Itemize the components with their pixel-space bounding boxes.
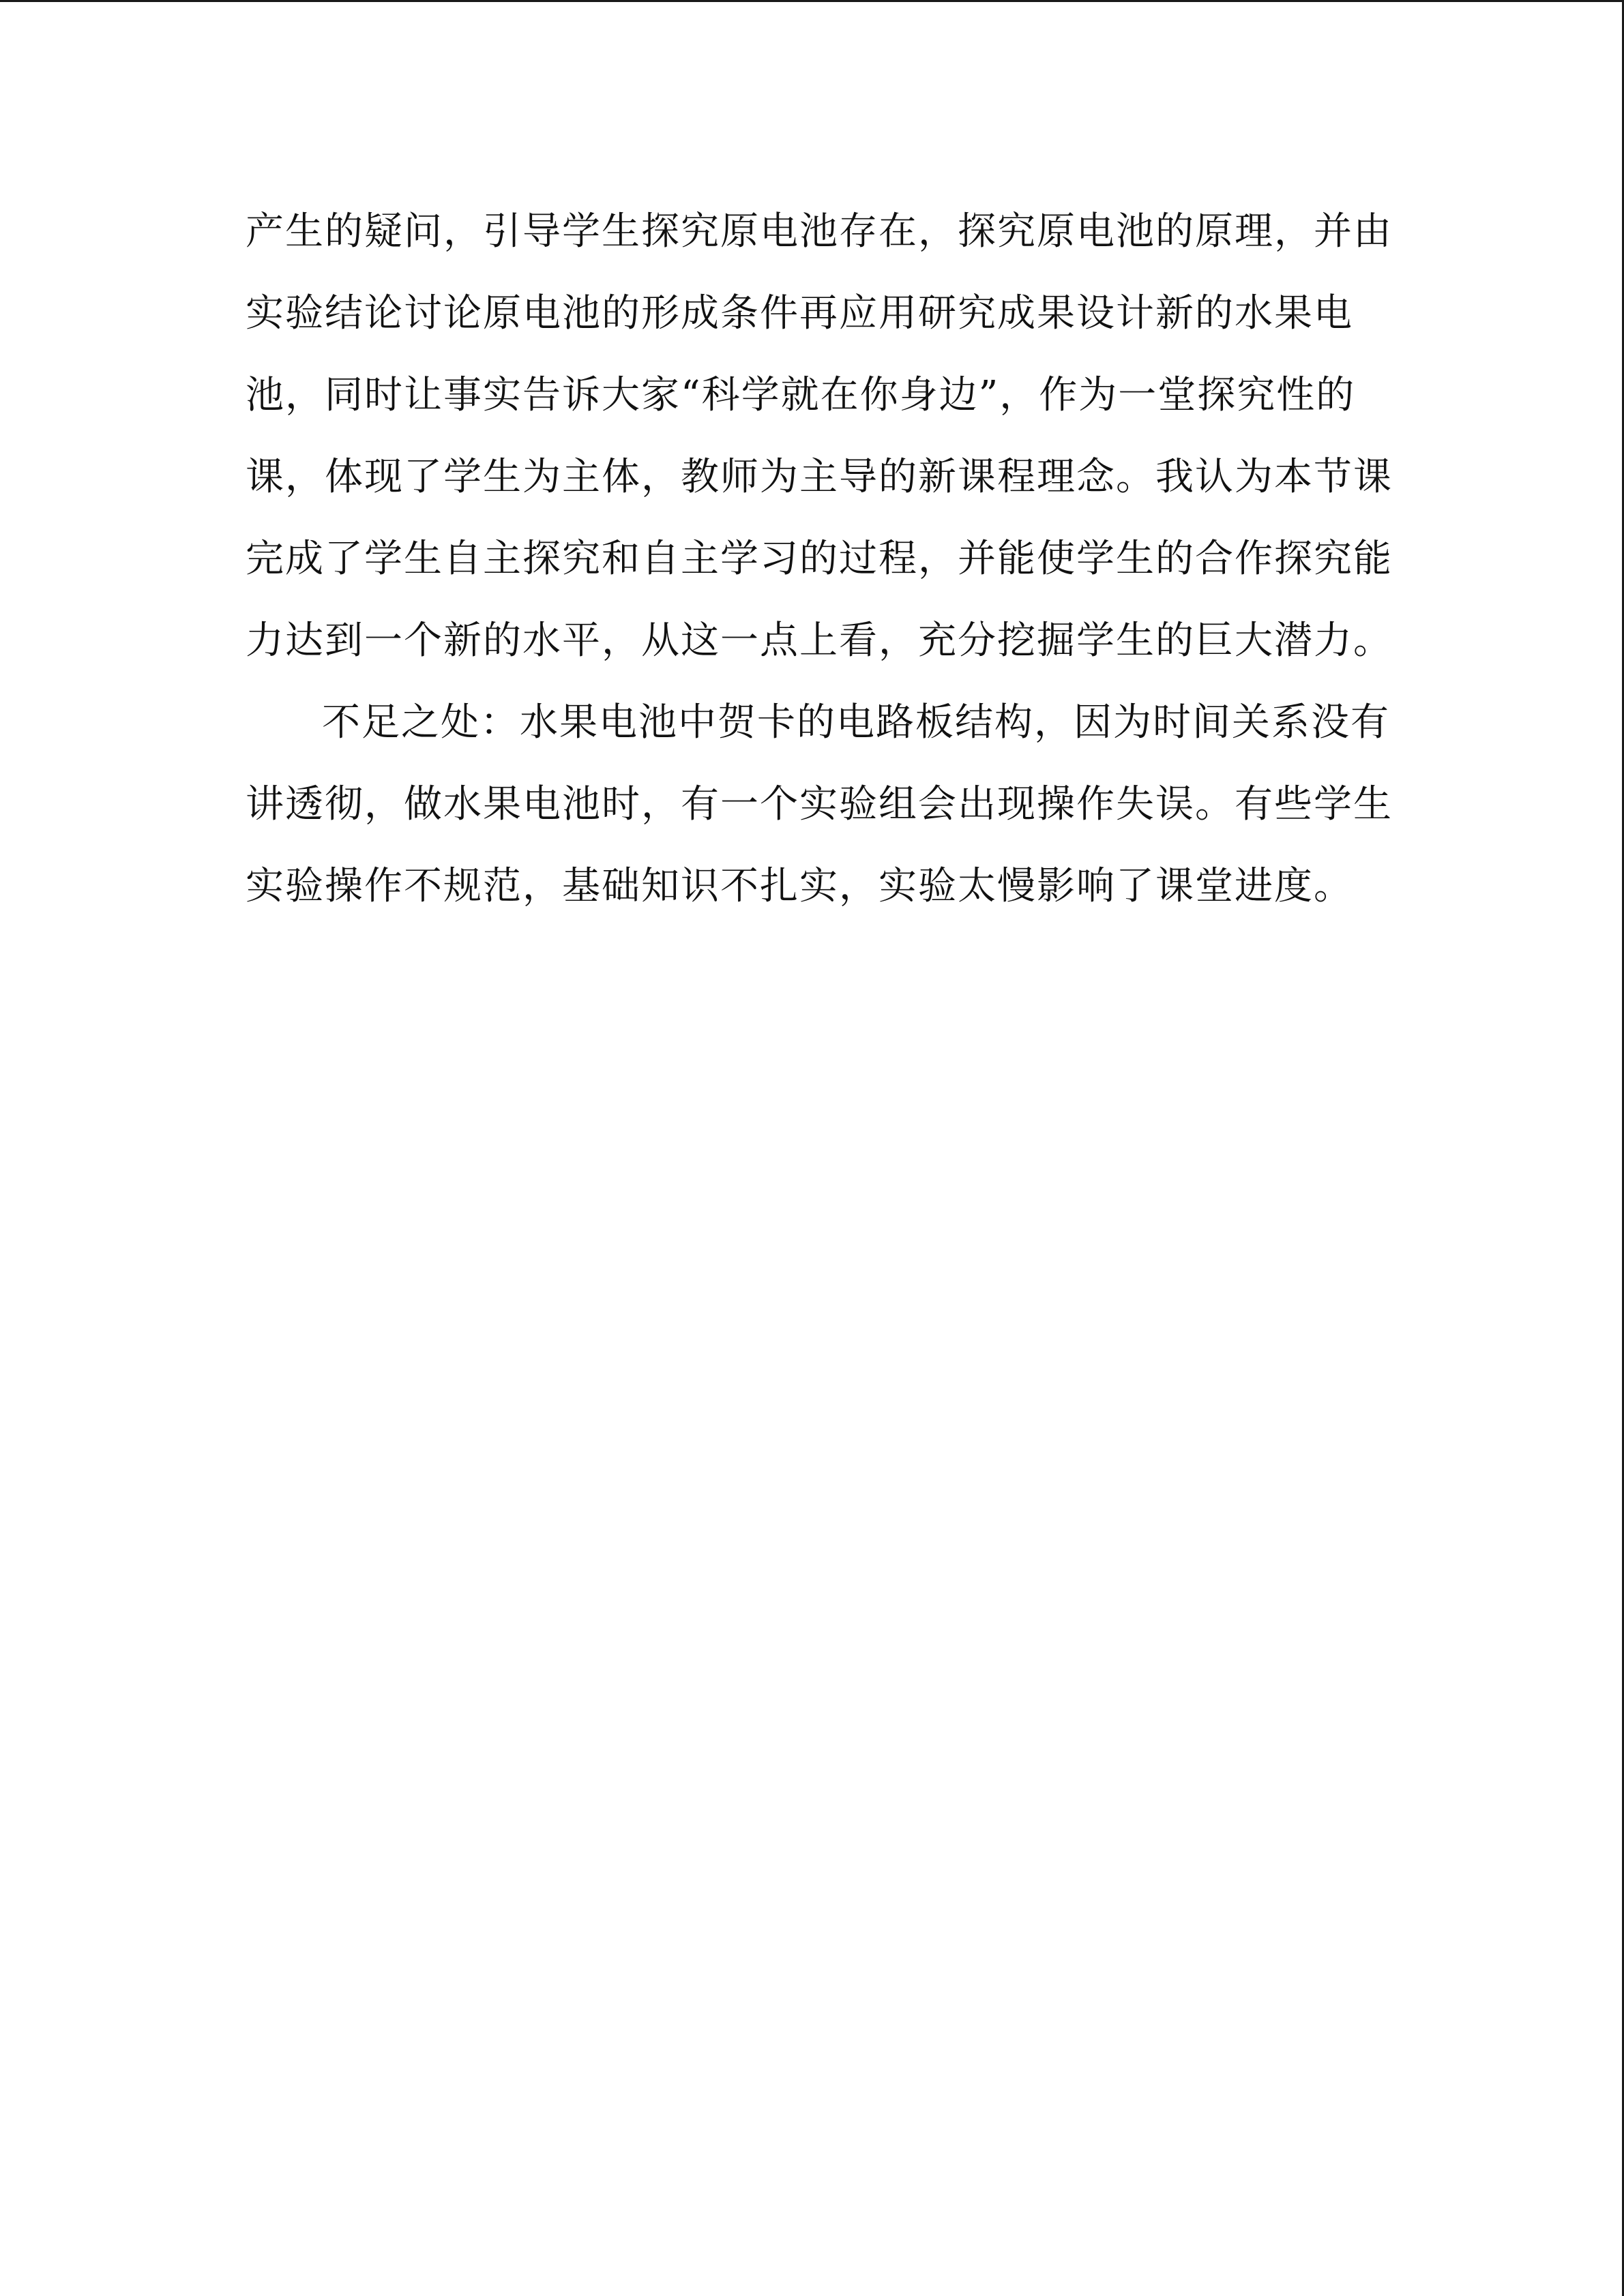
paragraph-line: 实验操作不规范，基础知识不扎实，实验太慢影响了课堂进度。 (246, 864, 1353, 908)
paragraph-line: 实验结论讨论原电池的形成条件再应用研究成果设计新的水果电 (246, 291, 1353, 336)
paragraph-line: 完成了学生自主探究和自主学习的过程，并能使学生的合作探究能 (246, 537, 1393, 581)
paragraph-line: 池，同时让事实告诉大家“科学就在你身边”，作为一堂探究性的 (246, 373, 1356, 417)
paragraph-line: 力达到一个新的水平，从这一点上看，充分挖掘学生的巨大潜力。 (246, 618, 1393, 663)
paragraph-line: 课，体现了学生为主体，教师为主导的新课程理念。我认为本节课 (246, 455, 1393, 499)
paragraph-line: 讲透彻，做水果电池时，有一个实验组会出现操作失误。有些学生 (246, 782, 1393, 826)
page-top-border (0, 0, 1624, 2)
paragraph-line: 不足之处：水果电池中贺卡的电路板结构，因为时间关系没有 (322, 700, 1390, 745)
paragraph-line: 产生的疑问，引导学生探究原电池存在，探究原电池的原理，并由 (246, 209, 1393, 254)
